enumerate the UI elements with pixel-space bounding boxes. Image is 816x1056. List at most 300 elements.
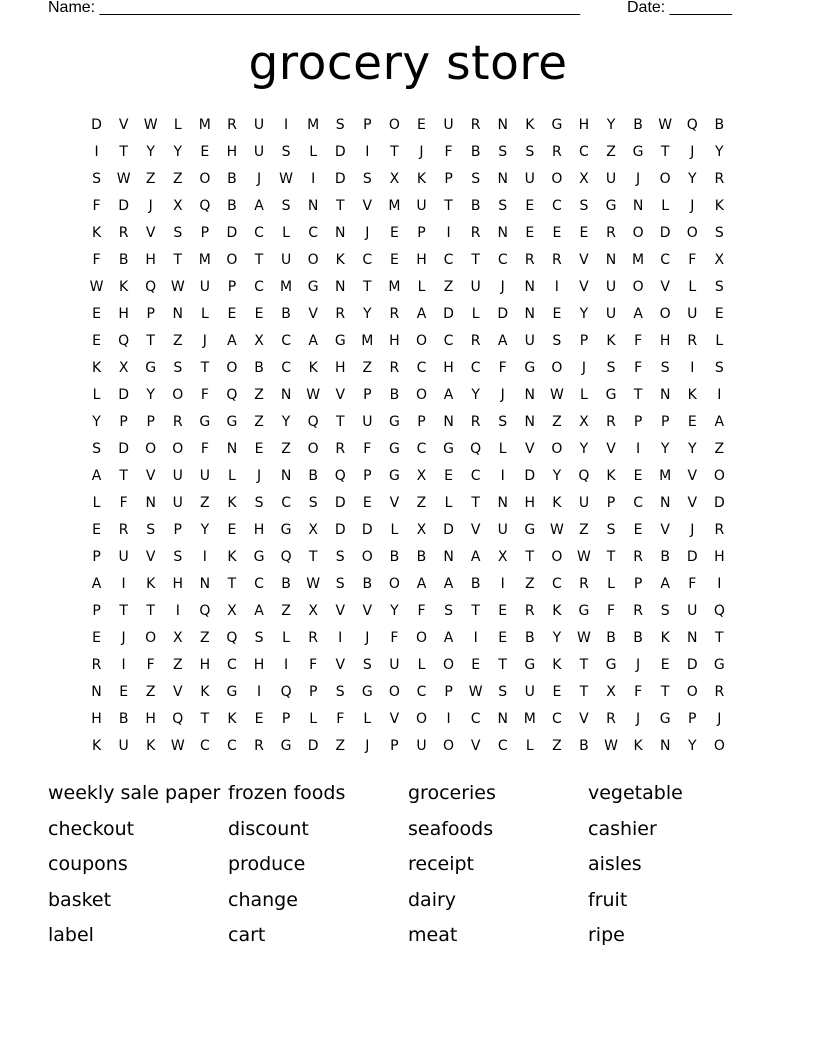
grid-letter: Y (552, 468, 562, 484)
grid-letter: D (118, 198, 129, 214)
grid-letter: Q (280, 549, 292, 565)
puzzle-title: grocery store (248, 36, 568, 91)
grid-letter: F (688, 252, 697, 268)
grid-letter: X (389, 171, 400, 187)
grid-letter: E (525, 225, 535, 241)
grid-letter: L (282, 225, 290, 241)
grid-row (83, 301, 733, 328)
grid-letter: E (254, 441, 264, 457)
grid-letter: G (605, 198, 617, 214)
grid-letter: D (334, 495, 346, 511)
grid-letter: J (500, 387, 505, 403)
grid-letter: V (172, 684, 183, 700)
grid-letter: O (686, 225, 698, 241)
grid-letter: T (579, 684, 589, 700)
grid-letter: Z (552, 738, 562, 754)
grid-letter: O (172, 387, 184, 403)
grid-letter: S (714, 279, 724, 295)
grid-row (83, 382, 733, 409)
grid-letter: T (660, 684, 670, 700)
grid-letter: R (470, 225, 481, 241)
grid-letter: A (308, 333, 318, 349)
grid-letter: O (659, 306, 671, 322)
grid-letter: J (365, 738, 370, 754)
grid-letter: G (605, 387, 617, 403)
grid-letter: Y (579, 306, 589, 322)
grid-row (83, 112, 733, 139)
grid-letter: A (443, 576, 454, 592)
grid-letter: P (417, 225, 426, 241)
grid-letter: I (284, 117, 289, 133)
grid-letter: R (470, 333, 481, 349)
grid-letter: V (470, 738, 481, 754)
grid-row (83, 733, 733, 760)
grid-letter: B (389, 549, 400, 565)
grid-letter: R (91, 657, 102, 673)
grid-letter: W (604, 738, 618, 754)
grid-letter: F (634, 360, 643, 376)
grid-letter: K (200, 684, 210, 700)
grid-letter: E (92, 522, 101, 538)
grid-letter: E (254, 306, 264, 322)
grid-letter: A (443, 630, 454, 646)
grid-letter: L (228, 468, 236, 484)
grid-letter: G (280, 738, 292, 754)
grid-letter: T (146, 333, 155, 349)
grid-letter: N (524, 306, 536, 322)
grid-letter: I (473, 630, 478, 646)
grid-letter: J (256, 468, 262, 484)
grid-letter: O (551, 360, 563, 376)
grid-letter: S (308, 495, 318, 511)
grid-letter: F (417, 603, 426, 619)
grid-letter: R (524, 603, 535, 619)
grid-letter: R (714, 522, 725, 538)
grid-letter: N (687, 630, 698, 646)
grid-letter: G (226, 684, 238, 700)
grid-letter: T (200, 360, 210, 376)
grid-letter: N (524, 387, 536, 403)
grid-letter: R (470, 117, 481, 133)
grid-letter: D (334, 144, 346, 160)
grid-letter: B (606, 630, 616, 646)
grid-letter: C (281, 495, 291, 511)
grid-letter: Z (200, 630, 210, 646)
grid-letter: P (579, 333, 589, 349)
grid-letter: J (202, 333, 207, 349)
grid-letter: P (363, 117, 372, 133)
grid-letter: H (659, 333, 671, 349)
grid-letter: K (552, 657, 562, 673)
word-bank-item: vegetable (588, 782, 683, 804)
grid-letter: J (690, 198, 695, 214)
grid-letter: R (254, 738, 264, 754)
grid-letter: G (199, 414, 211, 430)
grid-letter: E (92, 306, 101, 322)
grid-letter: W (577, 630, 591, 646)
grid-letter: K (91, 738, 102, 754)
grid-letter: L (417, 279, 426, 295)
grid-letter: W (306, 576, 321, 592)
grid-letter: E (92, 333, 101, 349)
grid-letter: I (175, 603, 180, 619)
grid-letter: V (362, 198, 373, 214)
grid-letter: V (687, 468, 698, 484)
grid-letter: Y (471, 387, 480, 403)
grid-letter: I (365, 144, 370, 160)
grid-letter: U (687, 306, 698, 322)
grid-letter: O (145, 441, 157, 457)
grid-letter: K (227, 549, 237, 565)
grid-letter: G (388, 441, 400, 457)
grid-letter: R (335, 306, 346, 322)
grid-letter: N (632, 198, 644, 214)
grid-letter: G (443, 441, 454, 457)
grid-letter: E (633, 468, 643, 484)
grid-letter: B (254, 360, 264, 376)
grid-letter: B (281, 576, 291, 592)
grid-letter: G (361, 684, 373, 700)
grid-letter: E (389, 252, 399, 268)
grid-letter: J (690, 144, 695, 160)
grid-letter: S (444, 603, 453, 619)
grid-letter: I (284, 657, 289, 673)
word-bank-item: ripe (588, 924, 625, 946)
grid-letter: B (362, 576, 373, 592)
grid-letter: E (552, 225, 562, 241)
grid-letter: D (91, 117, 102, 133)
grid-letter: T (390, 144, 399, 160)
grid-letter: P (146, 414, 155, 430)
grid-row (83, 463, 733, 490)
grid-letter: T (660, 144, 670, 160)
grid-letter: H (334, 360, 346, 376)
grid-row (83, 220, 733, 247)
grid-letter: R (470, 414, 481, 430)
grid-letter: Q (307, 414, 319, 430)
grid-letter: N (659, 387, 671, 403)
grid-letter: S (335, 576, 345, 592)
grid-letter: P (390, 738, 399, 754)
grid-letter: S (606, 522, 616, 538)
grid-letter: O (388, 117, 400, 133)
grid-letter: K (660, 630, 670, 646)
grid-letter: K (119, 279, 129, 295)
grid-letter: Q (145, 279, 157, 295)
grid-letter: B (579, 738, 589, 754)
grid-letter: X (227, 603, 237, 619)
grid-letter: Q (118, 333, 130, 349)
grid-letter: G (524, 522, 536, 538)
grid-letter: N (91, 684, 102, 700)
grid-letter: V (308, 306, 318, 322)
grid-letter: M (198, 117, 211, 133)
grid-letter: T (715, 630, 724, 646)
grid-letter: S (471, 171, 481, 187)
grid-letter: R (389, 306, 400, 322)
grid-letter: L (200, 306, 209, 322)
grid-letter: N (524, 414, 536, 430)
grid-letter: C (416, 684, 427, 700)
grid-letter: U (416, 738, 427, 754)
grid-letter: V (579, 279, 589, 295)
grid-letter: E (552, 306, 562, 322)
letter-grid (83, 112, 733, 760)
word-bank-item: frozen foods (228, 782, 346, 804)
grid-letter: P (92, 549, 101, 565)
grid-letter: L (309, 144, 318, 160)
grid-letter: F (200, 387, 209, 403)
grid-letter: I (717, 387, 722, 403)
grid-letter: J (121, 630, 126, 646)
grid-letter: V (660, 522, 670, 538)
grid-letter: I (690, 360, 695, 376)
grid-letter: U (470, 279, 481, 295)
grid-letter: S (362, 657, 372, 673)
grid-letter: V (145, 549, 156, 565)
grid-letter: S (254, 630, 264, 646)
grid-letter: E (633, 522, 643, 538)
grid-letter: T (119, 468, 128, 484)
grid-letter: L (444, 495, 453, 511)
grid-letter: O (388, 684, 400, 700)
grid-letter: N (605, 252, 617, 268)
grid-letter: T (444, 198, 453, 214)
grid-letter: L (92, 387, 101, 403)
grid-letter: G (226, 414, 238, 430)
grid-letter: B (281, 306, 291, 322)
grid-letter: G (334, 333, 346, 349)
grid-letter: U (578, 495, 590, 511)
grid-letter: U (605, 306, 617, 322)
grid-letter: T (471, 495, 480, 511)
grid-letter: V (362, 603, 373, 619)
grid-letter: P (227, 279, 237, 295)
grid-letter: S (335, 549, 345, 565)
grid-letter: B (660, 549, 670, 565)
grid-letter: E (660, 657, 670, 673)
grid-letter: H (199, 657, 211, 673)
grid-letter: X (579, 171, 589, 187)
grid-letter: D (361, 522, 373, 538)
grid-letter: H (578, 117, 590, 133)
grid-letter: B (633, 630, 643, 646)
grid-letter: T (146, 603, 155, 619)
grid-letter: X (714, 252, 725, 268)
grid-letter: B (308, 468, 318, 484)
grid-letter: J (365, 225, 370, 241)
grid-letter: A (443, 387, 454, 403)
grid-letter: H (145, 252, 156, 268)
grid-letter: H (714, 549, 725, 565)
grid-row (83, 544, 733, 571)
grid-letter: N (497, 117, 508, 133)
grid-letter: K (714, 198, 724, 214)
grid-letter: L (282, 630, 290, 646)
grid-letter: C (551, 576, 562, 592)
grid-letter: T (471, 603, 480, 619)
grid-letter: K (552, 603, 562, 619)
grid-letter: K (606, 468, 616, 484)
grid-letter: Y (146, 144, 155, 160)
grid-letter: K (525, 117, 535, 133)
grid-letter: G (524, 657, 536, 673)
grid-letter: P (200, 225, 210, 241)
grid-letter: L (92, 495, 101, 511)
grid-letter: D (334, 522, 346, 538)
grid-letter: O (443, 657, 455, 673)
grid-letter: Q (470, 441, 482, 457)
grid-letter: P (281, 711, 291, 727)
grid-letter: K (633, 738, 643, 754)
grid-letter: J (256, 171, 262, 187)
grid-letter: X (579, 414, 589, 430)
grid-letter: K (335, 252, 345, 268)
grid-letter: Z (335, 738, 346, 754)
grid-letter: H (172, 576, 184, 592)
grid-letter: Y (390, 603, 399, 619)
grid-letter: O (226, 252, 238, 268)
grid-letter: E (254, 711, 264, 727)
grid-letter: Z (281, 603, 291, 619)
grid-letter: N (497, 711, 508, 727)
grid-letter: U (253, 144, 265, 160)
grid-letter: E (417, 117, 426, 133)
grid-letter: D (524, 468, 536, 484)
grid-letter: T (227, 576, 237, 592)
grid-letter: S (498, 684, 508, 700)
word-bank-item: basket (48, 888, 112, 911)
grid-letter: M (280, 279, 293, 295)
grid-row (83, 679, 733, 706)
grid-letter: Q (334, 468, 346, 484)
grid-letter: I (338, 630, 343, 646)
grid-letter: T (471, 252, 480, 268)
grid-letter: T (308, 549, 318, 565)
grid-letter: O (632, 279, 644, 295)
grid-letter: V (145, 225, 156, 241)
grid-letter: Z (254, 414, 264, 430)
grid-letter: M (361, 333, 374, 349)
grid-letter: S (173, 360, 183, 376)
grid-letter: N (335, 225, 346, 241)
grid-letter: Y (173, 144, 183, 160)
grid-letter: H (389, 333, 400, 349)
grid-letter: O (415, 711, 427, 727)
grid-row (83, 625, 733, 652)
grid-letter: Y (281, 414, 291, 430)
grid-letter: R (172, 414, 183, 430)
grid-letter: R (308, 630, 319, 646)
grid-letter: E (579, 225, 589, 241)
grid-letter: N (145, 495, 156, 511)
grid-letter: Q (280, 684, 292, 700)
grid-letter: H (226, 144, 238, 160)
grid-letter: Z (172, 333, 183, 349)
grid-letter: A (470, 549, 481, 565)
grid-letter: L (580, 387, 588, 403)
grid-letter: H (145, 711, 156, 727)
grid-letter: S (173, 225, 183, 241)
grid-letter: A (227, 333, 237, 349)
grid-letter: F (606, 603, 616, 619)
grid-letter: K (552, 495, 562, 511)
grid-letter: E (687, 414, 697, 430)
grid-letter: N (199, 576, 211, 592)
grid-letter: X (308, 522, 318, 538)
grid-letter: N (497, 225, 508, 241)
grid-letter: N (497, 171, 508, 187)
grid-letter: E (200, 144, 210, 160)
grid-letter: W (306, 387, 321, 403)
grid-letter: T (579, 657, 589, 673)
grid-letter: M (388, 279, 401, 295)
grid-row (83, 598, 733, 625)
grid-letter: Z (579, 522, 589, 538)
grid-letter: F (92, 198, 101, 214)
grid-letter: L (661, 198, 670, 214)
grid-letter: K (416, 171, 427, 187)
grid-letter: Z (172, 171, 183, 187)
grid-letter: N (659, 738, 671, 754)
grid-letter: S (335, 684, 345, 700)
grid-letter: R (633, 549, 643, 565)
grid-letter: I (446, 711, 451, 727)
grid-letter: O (145, 630, 157, 646)
grid-letter: S (579, 198, 589, 214)
grid-letter: Y (715, 144, 724, 160)
grid-letter: F (634, 333, 643, 349)
grid-letter: S (606, 360, 616, 376)
grid-letter: R (606, 414, 616, 430)
grid-letter: O (713, 738, 725, 754)
grid-letter: P (606, 495, 616, 511)
grid-letter: H (253, 657, 265, 673)
grid-letter: E (92, 630, 101, 646)
grid-letter: O (388, 576, 400, 592)
grid-letter: N (226, 441, 238, 457)
grid-letter: W (143, 117, 158, 133)
grid-letter: P (633, 414, 643, 430)
grid-letter: V (335, 387, 346, 403)
grid-letter: L (688, 279, 697, 295)
grid-letter: U (605, 171, 617, 187)
grid-letter: W (170, 738, 185, 754)
grid-letter: O (686, 684, 698, 700)
word-bank-item: checkout (48, 817, 135, 840)
grid-letter: Q (199, 603, 211, 619)
grid-letter: C (416, 360, 427, 376)
grid-letter: V (687, 495, 698, 511)
grid-letter: S (660, 360, 670, 376)
grid-letter: C (254, 225, 264, 241)
grid-letter: C (633, 495, 643, 511)
grid-letter: S (92, 171, 101, 187)
word-bank (48, 778, 768, 956)
grid-letter: W (116, 171, 131, 187)
grid-letter: Y (660, 441, 670, 457)
grid-letter: O (361, 549, 373, 565)
grid-letter: O (226, 360, 238, 376)
grid-letter: I (121, 657, 126, 673)
grid-letter: J (419, 144, 424, 160)
grid-letter: C (254, 576, 264, 592)
grid-letter: U (524, 684, 535, 700)
grid-letter: Y (687, 738, 697, 754)
grid-letter: E (119, 684, 129, 700)
grid-letter: L (715, 333, 724, 349)
word-bank-item: produce (228, 853, 306, 875)
